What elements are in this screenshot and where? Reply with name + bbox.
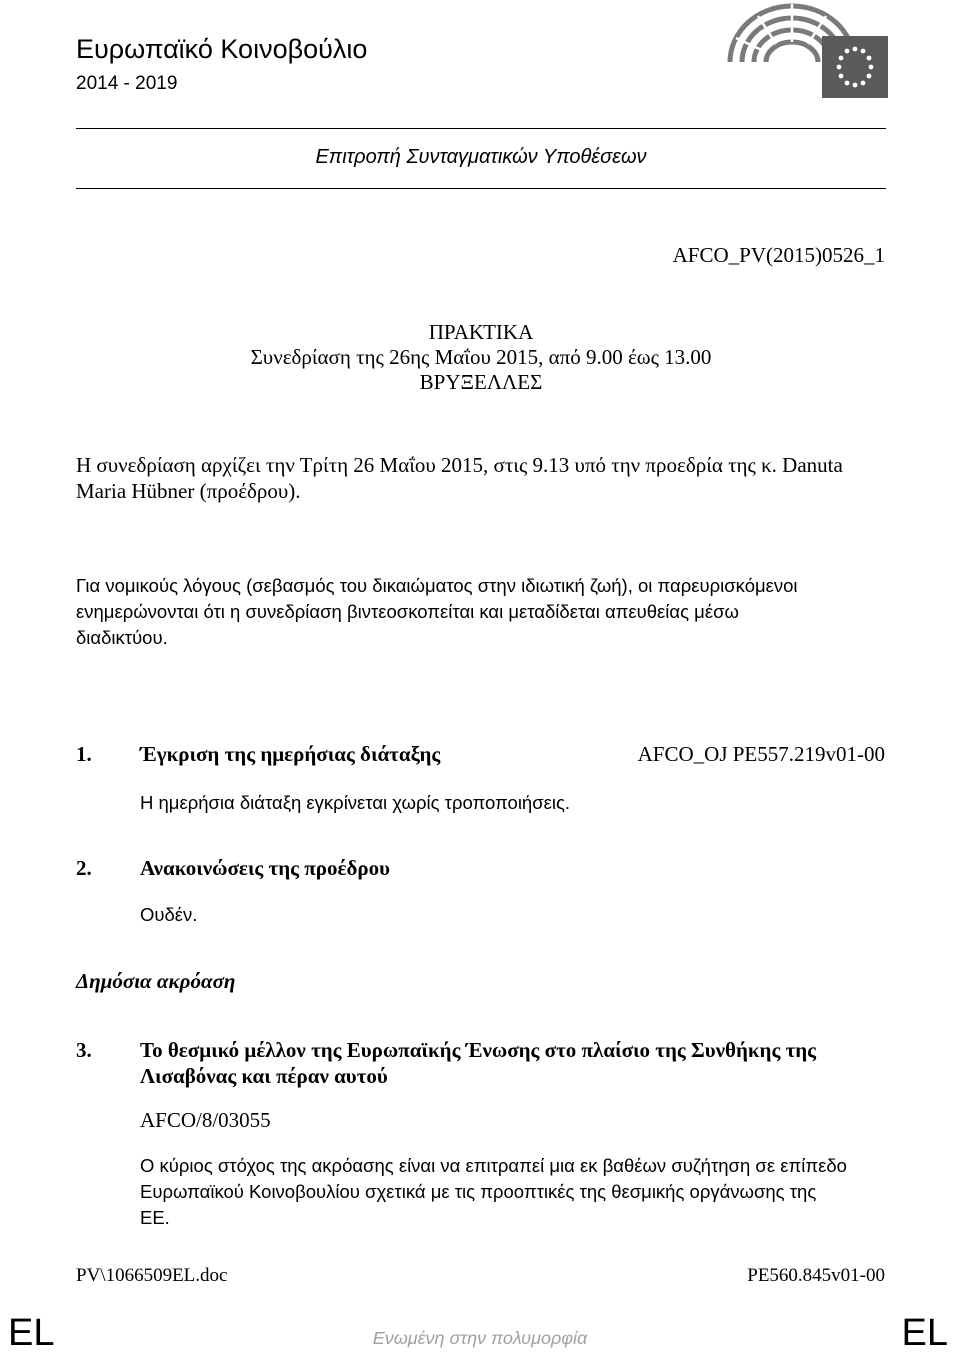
item-1-reference: AFCO_OJ PE557.219v01-00 bbox=[637, 742, 885, 766]
footer-language-code-right: EL bbox=[901, 1312, 948, 1354]
footer-pe-number: PE560.845v01-00 bbox=[747, 1265, 885, 1286]
item-1-title: Έγκριση της ημερήσιας διάταξης bbox=[140, 742, 441, 766]
item-3-text-line-1: Ο κύριος στόχος της ακρόασης είναι να επιτραπεί μια εκ βαθέων συζήτηση σε επίπεδο bbox=[140, 1155, 847, 1176]
european-parliament-logo bbox=[722, 2, 888, 98]
privacy-line-2: ενημερώνονται ότι η συνεδρίαση βιντεοσκοπείται και μεταδίδεται απευθείας μέσω bbox=[76, 601, 739, 622]
privacy-line-3: διαδικτύου. bbox=[76, 627, 168, 648]
item-3-reference: AFCO/8/03055 bbox=[140, 1108, 271, 1132]
item-2-text: Ουδέν. bbox=[140, 904, 198, 925]
hemicycle-flag-icon bbox=[722, 2, 888, 98]
item-3-title-line-1: Το θεσμικό μέλλον της Ευρωπαϊκής Ένωσης στο πλαίσιο της Συνθήκης της bbox=[140, 1038, 817, 1062]
footer-motto: Ενωμένη στην πολυμορφία bbox=[372, 1328, 588, 1348]
item-3-text-line-2: Ευρωπαϊκού Κοινοβουλίου σχετικά με τις προοπτικές της θεσμικής οργάνωσης της bbox=[140, 1181, 817, 1202]
item-2-number: 2. bbox=[76, 856, 92, 880]
item-3-title-line-2: Λισαβόνας και πέραν αυτού bbox=[140, 1064, 388, 1088]
header-divider bbox=[76, 128, 886, 129]
item-3-number: 3. bbox=[76, 1038, 92, 1062]
minutes-title: ΠΡΑΚΤΙΚΑ bbox=[428, 320, 534, 344]
privacy-line-1: Για νομικούς λόγους (σεβασμός του δικαιώματος στην ιδιωτική ζωή), οι παρευρισκόμενοι bbox=[76, 575, 798, 596]
parliamentary-term: 2014 - 2019 bbox=[76, 73, 178, 94]
committee-divider bbox=[76, 188, 886, 189]
footer-language-code-left: EL bbox=[8, 1312, 55, 1354]
public-hearing-heading: Δημόσια ακρόαση bbox=[76, 969, 236, 993]
item-3-text-line-3: ΕΕ. bbox=[140, 1207, 170, 1228]
document-reference: AFCO_PV(2015)0526_1 bbox=[672, 243, 885, 267]
meeting-date-line: Συνεδρίαση της 26ης Μαΐου 2015, από 9.00 έως 13.00 bbox=[250, 345, 712, 369]
opening-line-1: Η συνεδρίαση αρχίζει την Τρίτη 26 Μαΐου 2015, στις 9.13 υπό την προεδρία της κ. Danuta bbox=[76, 453, 843, 477]
parliament-name: Ευρωπαϊκό Κοινοβούλιο bbox=[76, 34, 368, 64]
committee-name: Επιτροπή Συνταγματικών Υποθέσεων bbox=[315, 146, 647, 168]
opening-line-2: Maria Hübner (προέδρου). bbox=[76, 479, 301, 503]
item-1-number: 1. bbox=[76, 742, 92, 766]
meeting-city: ΒΡΥΞΕΛΛΕΣ bbox=[419, 370, 543, 394]
footer-file-name: PV\1066509EL.doc bbox=[76, 1265, 228, 1286]
item-1-text: Η ημερήσια διάταξη εγκρίνεται χωρίς τροποποιήσεις. bbox=[140, 792, 571, 813]
item-2-title: Ανακοινώσεις της προέδρου bbox=[140, 856, 390, 880]
